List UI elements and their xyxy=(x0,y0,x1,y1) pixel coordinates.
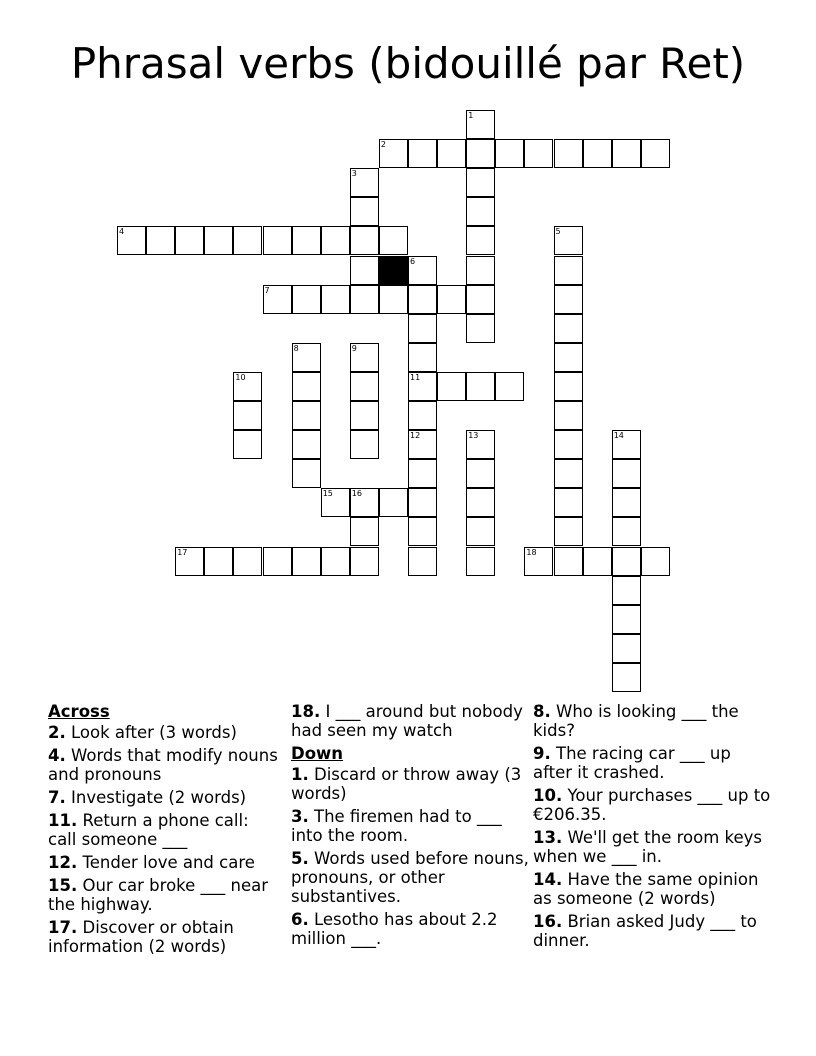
clue xyxy=(533,786,773,824)
grid-cell[interactable] xyxy=(554,459,583,488)
grid-cell[interactable] xyxy=(612,634,641,663)
clue-text: Have the same opinion as someone (2 words) xyxy=(533,870,759,908)
clue-text: Words used before nouns, pronouns, or other substantives. xyxy=(291,849,529,906)
grid-cell[interactable] xyxy=(408,459,437,488)
grid-cell[interactable] xyxy=(583,139,612,168)
grid-cell[interactable] xyxy=(612,459,641,488)
grid-cell[interactable] xyxy=(612,430,641,459)
grid-cell[interactable] xyxy=(612,517,641,546)
grid-cell[interactable] xyxy=(350,517,379,546)
clue-number: 7. xyxy=(48,788,66,807)
grid-cell[interactable] xyxy=(408,517,437,546)
clue-text: Return a phone call: call someone ___ xyxy=(48,811,249,849)
grid-cell[interactable] xyxy=(495,139,524,168)
grid-cell[interactable] xyxy=(350,372,379,401)
grid-cell[interactable] xyxy=(204,547,233,576)
clue xyxy=(48,811,278,849)
clue-text: Look after (3 words) xyxy=(71,723,237,742)
grid-cell[interactable] xyxy=(117,226,146,255)
cell-number: 9 xyxy=(351,343,357,353)
grid-cell[interactable] xyxy=(233,372,262,401)
across-heading: Across xyxy=(48,702,110,721)
clue xyxy=(48,723,278,742)
grid-cell[interactable] xyxy=(350,256,379,285)
clue xyxy=(291,910,531,948)
grid-cell[interactable] xyxy=(350,285,379,314)
grid-cell[interactable] xyxy=(350,547,379,576)
clue-number: 6. xyxy=(291,910,309,929)
clue xyxy=(533,870,773,908)
grid-cell[interactable] xyxy=(554,372,583,401)
grid-cell[interactable] xyxy=(292,226,321,255)
grid-cell[interactable] xyxy=(466,110,495,139)
clue-number: 2. xyxy=(48,723,66,742)
clue-text: The racing car ___ up after it crashed. xyxy=(533,744,731,782)
grid-cell[interactable] xyxy=(554,139,583,168)
cell-number: 5 xyxy=(555,227,561,237)
grid-cell[interactable] xyxy=(466,372,495,401)
clues-column-1 xyxy=(48,702,278,960)
grid-cell[interactable] xyxy=(408,547,437,576)
clue-text: Investigate (2 words) xyxy=(71,788,247,807)
clue-number: 12. xyxy=(48,853,78,872)
grid-cell[interactable] xyxy=(233,430,262,459)
down-heading: Down xyxy=(291,744,344,763)
clue-number: 11. xyxy=(48,811,78,830)
grid-cell[interactable] xyxy=(554,285,583,314)
grid-cell[interactable] xyxy=(408,139,437,168)
grid-cell[interactable] xyxy=(612,576,641,605)
clue xyxy=(48,876,278,914)
clue-number: 13. xyxy=(533,828,563,847)
cell-number: 12 xyxy=(410,431,421,441)
clue-number: 17. xyxy=(48,918,78,937)
grid-cell[interactable] xyxy=(612,139,641,168)
grid-cell[interactable] xyxy=(641,547,670,576)
clue-number: 14. xyxy=(533,870,563,889)
grid-cell[interactable] xyxy=(554,547,583,576)
clue xyxy=(291,807,531,845)
cell-number: 10 xyxy=(235,372,246,382)
cell-number: 15 xyxy=(322,489,333,499)
grid-cell[interactable] xyxy=(466,226,495,255)
grid-cell[interactable] xyxy=(612,663,641,692)
clue xyxy=(48,788,278,807)
clue xyxy=(533,744,773,782)
grid-cell[interactable] xyxy=(321,488,350,517)
grid-cell[interactable] xyxy=(408,430,437,459)
grid-cell[interactable] xyxy=(466,430,495,459)
grid-cell[interactable] xyxy=(233,226,262,255)
clue xyxy=(48,746,278,784)
grid-cell[interactable] xyxy=(350,488,379,517)
grid-cell[interactable] xyxy=(554,226,583,255)
clue xyxy=(533,702,773,740)
grid-cell[interactable] xyxy=(292,459,321,488)
grid-cell[interactable] xyxy=(554,343,583,372)
clue-number: 15. xyxy=(48,876,78,895)
clue-number: 10. xyxy=(533,786,563,805)
grid-cell[interactable] xyxy=(641,139,670,168)
cell-number: 17 xyxy=(177,547,188,557)
grid-cell[interactable] xyxy=(495,372,524,401)
clue-text: We'll get the room keys when we ___ in. xyxy=(533,828,763,866)
clue-number: 16. xyxy=(533,912,563,931)
clue-text: Discover or obtain information (2 words) xyxy=(48,918,234,956)
grid-cell[interactable] xyxy=(233,401,262,430)
grid-cell[interactable] xyxy=(466,314,495,343)
grid-cell[interactable] xyxy=(554,256,583,285)
grid-cell[interactable] xyxy=(466,197,495,226)
grid-cell[interactable] xyxy=(466,517,495,546)
clue-number: 9. xyxy=(533,744,551,763)
grid-cell[interactable] xyxy=(437,372,466,401)
grid-cell[interactable] xyxy=(466,488,495,517)
clue-number: 5. xyxy=(291,849,309,868)
clue xyxy=(48,918,278,956)
grid-cell[interactable] xyxy=(292,547,321,576)
grid-cell[interactable] xyxy=(263,226,292,255)
page-title: Phrasal verbs (bidouillé par Ret) xyxy=(70,39,746,88)
clue xyxy=(533,828,773,866)
clue-text: Our car broke ___ near the highway. xyxy=(48,876,269,914)
clue-number: 3. xyxy=(291,807,309,826)
grid-cell[interactable] xyxy=(466,547,495,576)
grid-cell[interactable] xyxy=(437,285,466,314)
grid-cell[interactable] xyxy=(612,605,641,634)
grid-cell[interactable] xyxy=(321,547,350,576)
clue-number: 8. xyxy=(533,702,551,721)
grid-cell[interactable] xyxy=(175,547,204,576)
grid-cell[interactable] xyxy=(612,547,641,576)
grid-cell[interactable] xyxy=(233,547,262,576)
grid-cell[interactable] xyxy=(292,430,321,459)
cell-number: 16 xyxy=(351,489,362,499)
grid-cell[interactable] xyxy=(554,314,583,343)
grid-cell[interactable] xyxy=(350,401,379,430)
clue-text: Your purchases ___ up to €206.35. xyxy=(533,786,771,824)
cell-number: 11 xyxy=(410,372,421,382)
cell-number: 1 xyxy=(468,111,474,120)
clue-text: Who is looking ___ the kids? xyxy=(533,702,739,740)
grid-cell[interactable] xyxy=(379,285,408,314)
grid-cell[interactable] xyxy=(466,139,495,168)
grid-cell[interactable] xyxy=(263,285,292,314)
cell-number: 2 xyxy=(380,140,386,150)
grid-cell[interactable] xyxy=(554,430,583,459)
grid-cell[interactable] xyxy=(408,343,437,372)
clue-text: Brian asked Judy ___ to dinner. xyxy=(533,912,757,950)
cell-number: 8 xyxy=(293,343,299,353)
grid-cell[interactable] xyxy=(408,372,437,401)
clue-number: 4. xyxy=(48,746,66,765)
grid-cell[interactable] xyxy=(583,547,612,576)
grid-cell[interactable] xyxy=(554,517,583,546)
cell-number: 14 xyxy=(613,431,624,441)
grid-cell[interactable] xyxy=(350,168,379,197)
grid-cell[interactable] xyxy=(379,139,408,168)
grid-cell[interactable] xyxy=(524,547,553,576)
grid-cell[interactable] xyxy=(263,547,292,576)
cell-number: 3 xyxy=(351,169,357,179)
grid-cell[interactable] xyxy=(321,285,350,314)
cell-number: 7 xyxy=(264,285,270,295)
grid-cell[interactable] xyxy=(408,488,437,517)
grid-cell[interactable] xyxy=(466,168,495,197)
grid-cell[interactable] xyxy=(466,459,495,488)
black-square xyxy=(379,256,408,285)
grid-cell[interactable] xyxy=(292,372,321,401)
cell-number: 13 xyxy=(468,431,479,441)
clue xyxy=(48,853,278,872)
clue-text: Lesotho has about 2.2 million ___. xyxy=(291,910,498,948)
grid-cell[interactable] xyxy=(321,226,350,255)
grid-cell[interactable] xyxy=(554,488,583,517)
clue xyxy=(291,849,531,906)
grid-cell[interactable] xyxy=(175,226,204,255)
grid-cell[interactable] xyxy=(292,285,321,314)
clue-text: Discard or throw away (3 words) xyxy=(291,765,522,803)
cell-number: 6 xyxy=(410,256,416,266)
grid-cell[interactable] xyxy=(408,285,437,314)
clue-text: I ___ around but nobody had seen my watch xyxy=(291,702,523,740)
clues-column-3 xyxy=(533,702,773,954)
clue-text: Tender love and care xyxy=(82,853,255,872)
grid-cell[interactable] xyxy=(379,488,408,517)
clues-column-2 xyxy=(291,702,531,952)
grid-cell[interactable] xyxy=(204,226,233,255)
clue-text: Words that modify nouns and pronouns xyxy=(48,746,278,784)
grid-cell[interactable] xyxy=(350,226,379,255)
grid-cell[interactable] xyxy=(292,401,321,430)
grid-cell[interactable] xyxy=(437,139,466,168)
clue-number: 1. xyxy=(291,765,309,784)
grid-cell[interactable] xyxy=(466,285,495,314)
grid-cell[interactable] xyxy=(408,314,437,343)
grid-cell[interactable] xyxy=(612,488,641,517)
clue xyxy=(291,765,531,803)
grid-cell[interactable] xyxy=(408,401,437,430)
grid-cell[interactable] xyxy=(379,226,408,255)
clue xyxy=(291,702,531,740)
cell-number: 18 xyxy=(526,547,537,557)
grid-cell[interactable] xyxy=(350,343,379,372)
grid-cell[interactable] xyxy=(350,197,379,226)
grid-cell[interactable] xyxy=(292,343,321,372)
grid-cell[interactable] xyxy=(408,256,437,285)
grid-cell[interactable] xyxy=(466,256,495,285)
clue-text: The firemen had to ___ into the room. xyxy=(291,807,502,845)
grid-cell[interactable] xyxy=(524,139,553,168)
grid-cell[interactable] xyxy=(350,430,379,459)
clue-number: 18. xyxy=(291,702,321,721)
grid-cell[interactable] xyxy=(146,226,175,255)
cell-number: 4 xyxy=(119,227,125,237)
grid-cell[interactable] xyxy=(554,401,583,430)
clue xyxy=(533,912,773,950)
